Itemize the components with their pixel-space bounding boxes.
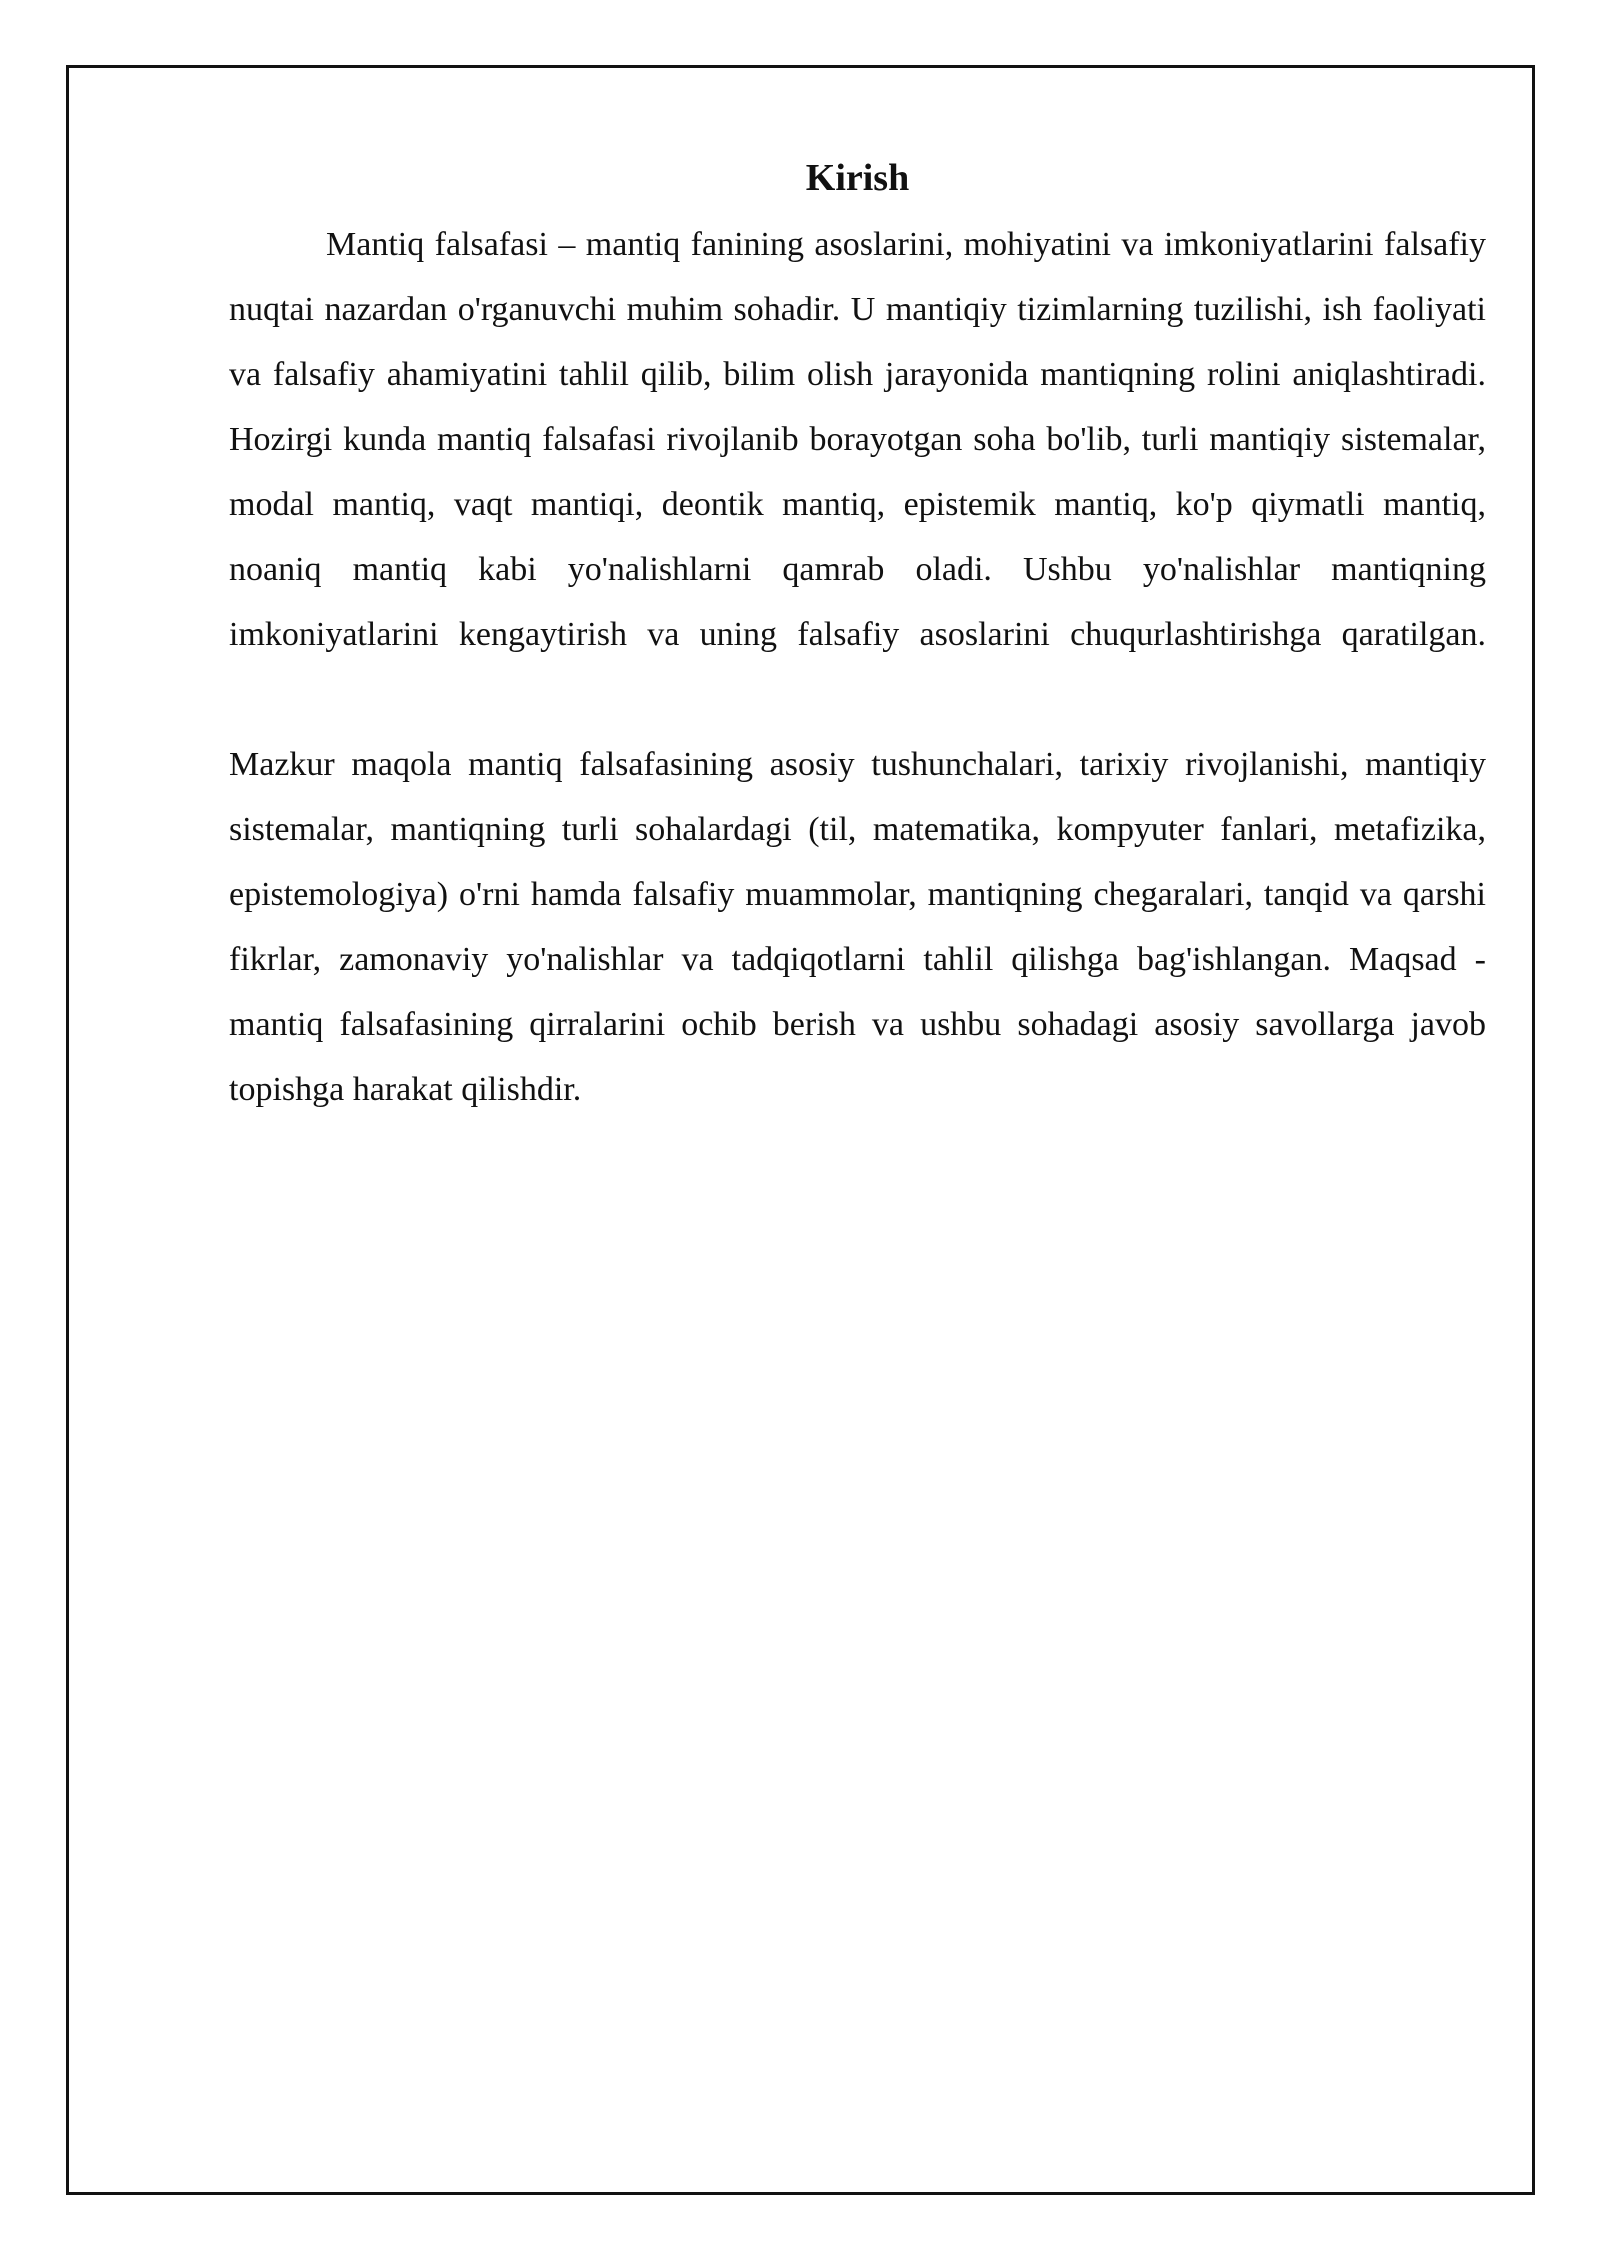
- document-body: [229, 150, 1486, 1122]
- paragraph-spacer: [229, 667, 1486, 732]
- paragraph-purpose: Mazkur maqola mantiq falsafasining asosiy tushunchalari, tarixiy rivojlanishi, mantiqiy sistemalar, mantiqning turli sohalardagi (til, matematika, kompyuter fanlari, metafizika, epistemologiya) o'rni hamda falsafiy muammolar, mantiqning chegaralari, tanqid va qarshi fikrlar, zamonaviy yo'nalishlar va tadqiqotlarni tahlil qilishga bag'ishlangan. Maqsad - mantiq falsafasining qirralarini ochib berish va ushbu sohadagi asosiy savollarga javob topishga harakat qilishdir.: [229, 746, 1486, 1108]
- paragraph-intro: Mantiq falsafasi – mantiq fanining asoslarini, mohiyatini va imkoniyatlarini falsafiy nuqtai nazardan o'rganuvchi muhim sohadir. U mantiqiy tizimlarning tuzilishi, ish faoliyati va falsafiy ahamiyatini tahlil qilib, bilim olish jarayonida mantiqning rolini aniqlashtiradi. Hozirgi kunda mantiq falsafasi rivojlanib borayotgan soha bo'lib, turli mantiqiy sistemalar, modal mantiq, vaqt mantiqi, deontik mantiq, epistemik mantiq, ko'p qiymatli mantiq, noaniq mantiq kabi yo'nalishlarni qamrab oladi. Ushbu yo'nalishlar mantiqning imkoniyatlarini kengaytirish va uning falsafiy asoslarini chuqurlashtirishga qaratilgan.: [229, 226, 1486, 653]
- document-title: Kirish: [805, 157, 910, 199]
